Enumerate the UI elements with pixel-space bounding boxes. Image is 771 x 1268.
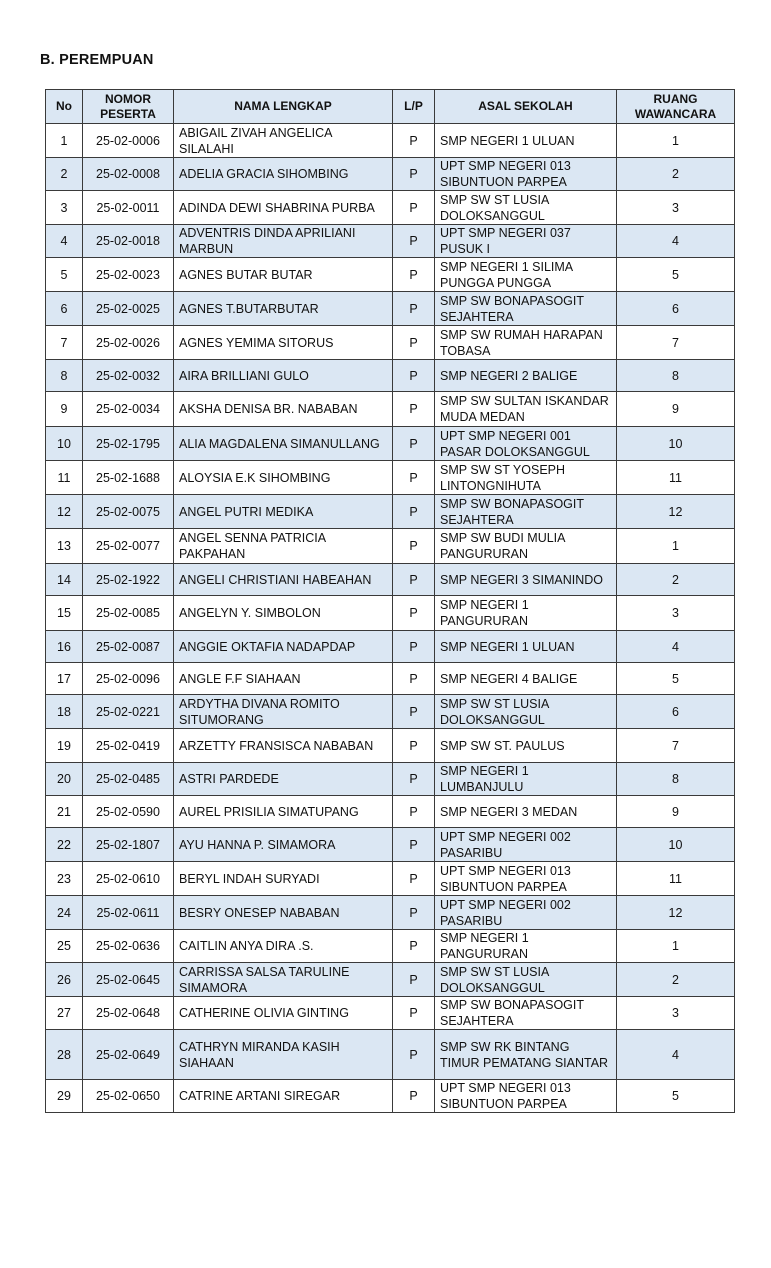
header-ruang-wawancara: RUANG WAWANCARA [617, 90, 735, 124]
cell-asal-sekolah: SMP SW BUDI MULIA PANGURURAN [435, 529, 617, 564]
cell-asal-sekolah: SMP NEGERI 1 ULUAN [435, 631, 617, 663]
table-row [46, 963, 735, 997]
cell-ruang-wawancara: 1 [617, 930, 735, 963]
table-row [46, 225, 735, 258]
cell-asal-sekolah: SMP SW ST LUSIA DOLOKSANGGUL [435, 191, 617, 225]
cell-no: 6 [46, 292, 83, 326]
cell-asal-sekolah: UPT SMP NEGERI 013 SIBUNTUON PARPEA [435, 862, 617, 896]
cell-nomor-peserta: 25-02-0011 [83, 191, 174, 225]
cell-lp: P [393, 258, 435, 292]
cell-asal-sekolah: SMP SW ST LUSIA DOLOKSANGGUL [435, 695, 617, 729]
cell-lp: P [393, 729, 435, 763]
cell-nama-lengkap: ANGEL SENNA PATRICIA PAKPAHAN [174, 529, 393, 564]
table-row [46, 529, 735, 564]
cell-no: 29 [46, 1080, 83, 1113]
cell-nomor-peserta: 25-02-0419 [83, 729, 174, 763]
cell-no: 27 [46, 997, 83, 1030]
table-row [46, 258, 735, 292]
cell-asal-sekolah: SMP SW RUMAH HARAPAN TOBASA [435, 326, 617, 360]
table-body [46, 124, 735, 1113]
cell-ruang-wawancara: 7 [617, 729, 735, 763]
table-row [46, 392, 735, 427]
cell-asal-sekolah: UPT SMP NEGERI 013 SIBUNTUON PARPEA [435, 158, 617, 191]
cell-ruang-wawancara: 9 [617, 392, 735, 427]
cell-ruang-wawancara: 4 [617, 631, 735, 663]
cell-lp: P [393, 828, 435, 862]
cell-nama-lengkap: ANGGIE OKTAFIA NADAPDAP [174, 631, 393, 663]
cell-ruang-wawancara: 8 [617, 763, 735, 796]
header-asal-sekolah: ASAL SEKOLAH [435, 90, 617, 124]
cell-asal-sekolah: SMP NEGERI 3 MEDAN [435, 796, 617, 828]
cell-ruang-wawancara: 5 [617, 663, 735, 695]
cell-nama-lengkap: BERYL INDAH SURYADI [174, 862, 393, 896]
table-row [46, 631, 735, 663]
cell-no: 10 [46, 427, 83, 461]
cell-nomor-peserta: 25-02-0648 [83, 997, 174, 1030]
cell-nama-lengkap: CATHRYN MIRANDA KASIH SIAHAAN [174, 1030, 393, 1080]
cell-ruang-wawancara: 8 [617, 360, 735, 392]
cell-lp: P [393, 963, 435, 997]
cell-ruang-wawancara: 6 [617, 292, 735, 326]
cell-ruang-wawancara: 12 [617, 896, 735, 930]
cell-ruang-wawancara: 1 [617, 529, 735, 564]
cell-nama-lengkap: AGNES BUTAR BUTAR [174, 258, 393, 292]
cell-nama-lengkap: AIRA BRILLIANI GULO [174, 360, 393, 392]
cell-no: 23 [46, 862, 83, 896]
cell-nomor-peserta: 25-02-0611 [83, 896, 174, 930]
cell-nomor-peserta: 25-02-0085 [83, 596, 174, 631]
cell-no: 28 [46, 1030, 83, 1080]
cell-nama-lengkap: ANGLE F.F SIAHAAN [174, 663, 393, 695]
cell-no: 20 [46, 763, 83, 796]
cell-no: 1 [46, 124, 83, 158]
cell-lp: P [393, 997, 435, 1030]
cell-nomor-peserta: 25-02-0636 [83, 930, 174, 963]
cell-asal-sekolah: SMP SW RK BINTANG TIMUR PEMATANG SIANTAR [435, 1030, 617, 1080]
cell-ruang-wawancara: 4 [617, 1030, 735, 1080]
table-row [46, 828, 735, 862]
cell-ruang-wawancara: 3 [617, 997, 735, 1030]
cell-nama-lengkap: ANGELI CHRISTIANI HABEAHAN [174, 564, 393, 596]
cell-nomor-peserta: 25-02-0610 [83, 862, 174, 896]
cell-nama-lengkap: ANGEL PUTRI MEDIKA [174, 495, 393, 529]
cell-no: 22 [46, 828, 83, 862]
cell-lp: P [393, 930, 435, 963]
cell-ruang-wawancara: 3 [617, 191, 735, 225]
cell-lp: P [393, 763, 435, 796]
cell-asal-sekolah: SMP NEGERI 1 SILIMA PUNGGA PUNGGA [435, 258, 617, 292]
cell-lp: P [393, 292, 435, 326]
table-row [46, 930, 735, 963]
cell-lp: P [393, 191, 435, 225]
cell-lp: P [393, 1030, 435, 1080]
cell-no: 11 [46, 461, 83, 495]
cell-lp: P [393, 631, 435, 663]
table-row [46, 495, 735, 529]
cell-no: 17 [46, 663, 83, 695]
table-row [46, 292, 735, 326]
cell-nomor-peserta: 25-02-0026 [83, 326, 174, 360]
table-row [46, 326, 735, 360]
cell-lp: P [393, 392, 435, 427]
header-nama-lengkap: NAMA LENGKAP [174, 90, 393, 124]
cell-nama-lengkap: ALOYSIA E.K SIHOMBING [174, 461, 393, 495]
cell-lp: P [393, 326, 435, 360]
cell-asal-sekolah: UPT SMP NEGERI 037 PUSUK I [435, 225, 617, 258]
cell-no: 12 [46, 495, 83, 529]
cell-ruang-wawancara: 12 [617, 495, 735, 529]
cell-nomor-peserta: 25-02-0650 [83, 1080, 174, 1113]
table-row [46, 796, 735, 828]
cell-lp: P [393, 695, 435, 729]
cell-ruang-wawancara: 10 [617, 427, 735, 461]
cell-nomor-peserta: 25-02-1807 [83, 828, 174, 862]
cell-lp: P [393, 360, 435, 392]
cell-nomor-peserta: 25-02-0096 [83, 663, 174, 695]
cell-nomor-peserta: 25-02-0077 [83, 529, 174, 564]
cell-nomor-peserta: 25-02-1922 [83, 564, 174, 596]
table-row [46, 461, 735, 495]
cell-no: 2 [46, 158, 83, 191]
cell-nama-lengkap: ADELIA GRACIA SIHOMBING [174, 158, 393, 191]
cell-ruang-wawancara: 9 [617, 796, 735, 828]
cell-nama-lengkap: CARRISSA SALSA TARULINE SIMAMORA [174, 963, 393, 997]
cell-ruang-wawancara: 3 [617, 596, 735, 631]
cell-nama-lengkap: CATRINE ARTANI SIREGAR [174, 1080, 393, 1113]
cell-ruang-wawancara: 2 [617, 564, 735, 596]
cell-asal-sekolah: SMP NEGERI 1 PANGURURAN [435, 596, 617, 631]
cell-asal-sekolah: SMP NEGERI 1 PANGURURAN [435, 930, 617, 963]
table-row [46, 1080, 735, 1113]
cell-ruang-wawancara: 10 [617, 828, 735, 862]
table-row [46, 124, 735, 158]
cell-lp: P [393, 225, 435, 258]
cell-lp: P [393, 596, 435, 631]
cell-no: 4 [46, 225, 83, 258]
cell-ruang-wawancara: 2 [617, 963, 735, 997]
cell-asal-sekolah: SMP SW BONAPASOGIT SEJAHTERA [435, 495, 617, 529]
cell-asal-sekolah: SMP NEGERI 1 LUMBANJULU [435, 763, 617, 796]
cell-lp: P [393, 529, 435, 564]
cell-no: 8 [46, 360, 83, 392]
cell-nomor-peserta: 25-02-0087 [83, 631, 174, 663]
cell-lp: P [393, 124, 435, 158]
table-row [46, 191, 735, 225]
cell-no: 26 [46, 963, 83, 997]
participant-table [45, 89, 735, 1113]
table-row [46, 729, 735, 763]
header-lp: L/P [393, 90, 435, 124]
cell-nama-lengkap: AYU HANNA P. SIMAMORA [174, 828, 393, 862]
cell-ruang-wawancara: 6 [617, 695, 735, 729]
cell-nomor-peserta: 25-02-0649 [83, 1030, 174, 1080]
table-header-row [46, 90, 735, 124]
cell-nama-lengkap: ADVENTRIS DINDA APRILIANI MARBUN [174, 225, 393, 258]
cell-nomor-peserta: 25-02-0645 [83, 963, 174, 997]
cell-no: 16 [46, 631, 83, 663]
cell-nomor-peserta: 25-02-0008 [83, 158, 174, 191]
table-row [46, 695, 735, 729]
cell-asal-sekolah: SMP SW SULTAN ISKANDAR MUDA MEDAN [435, 392, 617, 427]
table-row [46, 360, 735, 392]
table-row [46, 997, 735, 1030]
cell-ruang-wawancara: 2 [617, 158, 735, 191]
cell-asal-sekolah: SMP NEGERI 4 BALIGE [435, 663, 617, 695]
cell-lp: P [393, 1080, 435, 1113]
cell-no: 25 [46, 930, 83, 963]
table-row [46, 896, 735, 930]
cell-nomor-peserta: 25-02-0485 [83, 763, 174, 796]
cell-lp: P [393, 461, 435, 495]
cell-ruang-wawancara: 1 [617, 124, 735, 158]
header-nomor-peserta: NOMOR PESERTA [83, 90, 174, 124]
cell-nama-lengkap: AGNES YEMIMA SITORUS [174, 326, 393, 360]
cell-nama-lengkap: ABIGAIL ZIVAH ANGELICA SILALAHI [174, 124, 393, 158]
cell-no: 21 [46, 796, 83, 828]
cell-asal-sekolah: SMP NEGERI 1 ULUAN [435, 124, 617, 158]
cell-asal-sekolah: SMP NEGERI 2 BALIGE [435, 360, 617, 392]
table-row [46, 427, 735, 461]
cell-nomor-peserta: 25-02-0221 [83, 695, 174, 729]
cell-nama-lengkap: ARDYTHA DIVANA ROMITO SITUMORANG [174, 695, 393, 729]
cell-no: 15 [46, 596, 83, 631]
cell-nama-lengkap: ARZETTY FRANSISCA NABABAN [174, 729, 393, 763]
cell-asal-sekolah: SMP SW ST LUSIA DOLOKSANGGUL [435, 963, 617, 997]
cell-nama-lengkap: AGNES T.BUTARBUTAR [174, 292, 393, 326]
cell-asal-sekolah: SMP SW ST YOSEPH LINTONGNIHUTA [435, 461, 617, 495]
cell-nomor-peserta: 25-02-0590 [83, 796, 174, 828]
cell-asal-sekolah: UPT SMP NEGERI 013 SIBUNTUON PARPEA [435, 1080, 617, 1113]
cell-nama-lengkap: ASTRI PARDEDE [174, 763, 393, 796]
cell-no: 7 [46, 326, 83, 360]
cell-ruang-wawancara: 11 [617, 461, 735, 495]
table-row [46, 862, 735, 896]
cell-asal-sekolah: SMP SW ST. PAULUS [435, 729, 617, 763]
cell-no: 13 [46, 529, 83, 564]
table-row [46, 564, 735, 596]
cell-ruang-wawancara: 5 [617, 258, 735, 292]
cell-nomor-peserta: 25-02-0025 [83, 292, 174, 326]
cell-nama-lengkap: ANGELYN Y. SIMBOLON [174, 596, 393, 631]
cell-lp: P [393, 427, 435, 461]
cell-lp: P [393, 896, 435, 930]
cell-nomor-peserta: 25-02-0032 [83, 360, 174, 392]
cell-lp: P [393, 862, 435, 896]
cell-asal-sekolah: UPT SMP NEGERI 002 PASARIBU [435, 896, 617, 930]
cell-nama-lengkap: BESRY ONESEP NABABAN [174, 896, 393, 930]
cell-nomor-peserta: 25-02-0075 [83, 495, 174, 529]
cell-nomor-peserta: 25-02-0006 [83, 124, 174, 158]
table-row [46, 663, 735, 695]
cell-nomor-peserta: 25-02-0034 [83, 392, 174, 427]
table-row [46, 596, 735, 631]
cell-nomor-peserta: 25-02-1688 [83, 461, 174, 495]
header-no: No [46, 90, 83, 124]
cell-lp: P [393, 564, 435, 596]
cell-nama-lengkap: CAITLIN ANYA DIRA .S. [174, 930, 393, 963]
cell-no: 9 [46, 392, 83, 427]
cell-no: 5 [46, 258, 83, 292]
cell-ruang-wawancara: 5 [617, 1080, 735, 1113]
table-row [46, 1030, 735, 1080]
table-row [46, 158, 735, 191]
cell-ruang-wawancara: 7 [617, 326, 735, 360]
cell-no: 3 [46, 191, 83, 225]
cell-no: 24 [46, 896, 83, 930]
cell-nama-lengkap: AUREL PRISILIA SIMATUPANG [174, 796, 393, 828]
cell-no: 18 [46, 695, 83, 729]
cell-asal-sekolah: SMP SW BONAPASOGIT SEJAHTERA [435, 292, 617, 326]
cell-lp: P [393, 495, 435, 529]
cell-nomor-peserta: 25-02-0023 [83, 258, 174, 292]
cell-ruang-wawancara: 11 [617, 862, 735, 896]
cell-asal-sekolah: UPT SMP NEGERI 001 PASAR DOLOKSANGGUL [435, 427, 617, 461]
cell-nomor-peserta: 25-02-0018 [83, 225, 174, 258]
cell-lp: P [393, 796, 435, 828]
table-row [46, 763, 735, 796]
cell-lp: P [393, 158, 435, 191]
cell-nama-lengkap: CATHERINE OLIVIA GINTING [174, 997, 393, 1030]
cell-asal-sekolah: SMP NEGERI 3 SIMANINDO [435, 564, 617, 596]
cell-no: 14 [46, 564, 83, 596]
section-title: B. PEREMPUAN [40, 52, 154, 68]
cell-nomor-peserta: 25-02-1795 [83, 427, 174, 461]
cell-nama-lengkap: AKSHA DENISA BR. NABABAN [174, 392, 393, 427]
cell-no: 19 [46, 729, 83, 763]
cell-asal-sekolah: SMP SW BONAPASOGIT SEJAHTERA [435, 997, 617, 1030]
cell-nama-lengkap: ALIA MAGDALENA SIMANULLANG [174, 427, 393, 461]
cell-nama-lengkap: ADINDA DEWI SHABRINA PURBA [174, 191, 393, 225]
cell-lp: P [393, 663, 435, 695]
cell-asal-sekolah: UPT SMP NEGERI 002 PASARIBU [435, 828, 617, 862]
cell-ruang-wawancara: 4 [617, 225, 735, 258]
